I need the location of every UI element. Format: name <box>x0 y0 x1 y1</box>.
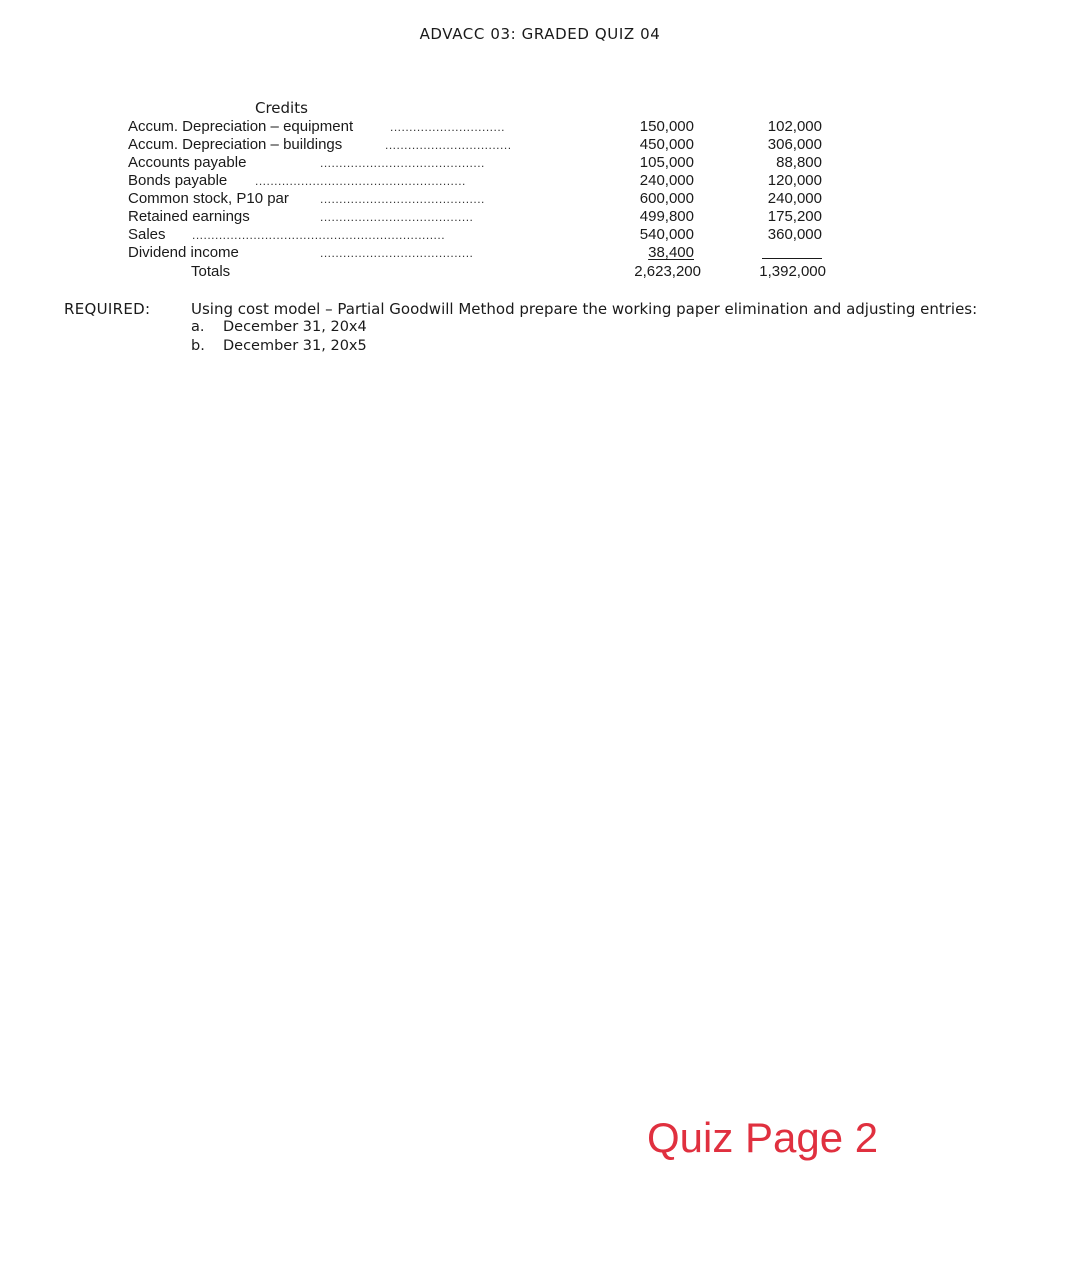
leader-dots: ........................................... <box>320 156 485 170</box>
value-col2: 102,000 <box>767 118 822 135</box>
value-col1: 38,400 <box>648 244 694 261</box>
value-col1: 105,000 <box>639 154 694 171</box>
leader-dots: ........................................... <box>320 192 485 206</box>
totals-col2: 1,392,000 <box>759 263 826 280</box>
list-item-letter: b. <box>191 338 205 354</box>
value-col1: 499,800 <box>639 208 694 225</box>
leader-dots: ................................. <box>385 138 512 152</box>
list-item <box>191 319 367 335</box>
document-title: ADVACC 03: GRADED QUIZ 04 <box>419 25 661 43</box>
table-row <box>128 226 828 244</box>
row-label: Common stock, P10 par <box>128 190 289 207</box>
leader-dots: ........................................ <box>320 246 474 260</box>
value-col2: 175,200 <box>767 208 822 225</box>
row-label: Sales <box>128 226 166 243</box>
required-label: REQUIRED: <box>64 300 151 318</box>
leader-dots: ........................................ <box>320 210 474 224</box>
row-label: Dividend income <box>128 244 239 261</box>
value-col1: 150,000 <box>639 118 694 135</box>
leader-dots: .............................. <box>390 120 506 134</box>
table-row <box>128 118 828 136</box>
row-label: Retained earnings <box>128 208 250 225</box>
value-col1: 240,000 <box>639 172 694 189</box>
required-instruction: Using cost model – Partial Goodwill Method prepare the working paper elimination and adjusting entries: <box>191 300 978 318</box>
value-col2: 306,000 <box>767 136 822 153</box>
value-col1: 600,000 <box>639 190 694 207</box>
value-col2: 88,800 <box>776 154 822 171</box>
table-row <box>128 172 828 190</box>
value-col2: 120,000 <box>767 172 822 189</box>
leader-dots: .................................................................. <box>192 228 446 242</box>
row-label: Bonds payable <box>128 172 228 189</box>
list-item-text: December 31, 20x5 <box>223 338 367 354</box>
totals-row <box>128 263 828 281</box>
row-label: Accum. Depreciation – equipment <box>128 118 354 135</box>
page-label: Quiz Page 2 <box>647 1114 879 1161</box>
table-row <box>128 136 828 154</box>
list-item <box>191 338 367 354</box>
table-row <box>128 244 828 262</box>
leader-dots: ....................................................... <box>255 174 466 188</box>
table-row <box>128 190 828 208</box>
list-item-text: December 31, 20x4 <box>223 319 367 335</box>
table-row <box>128 208 828 226</box>
value-col1: 540,000 <box>639 226 694 243</box>
row-label: Accum. Depreciation – buildings <box>128 136 343 153</box>
value-col2: 360,000 <box>767 226 822 243</box>
table-row <box>128 154 828 172</box>
list-item-letter: a. <box>191 319 205 335</box>
credits-heading: Credits <box>255 99 308 117</box>
value-col2: 240,000 <box>767 190 822 207</box>
value-col1: 450,000 <box>639 136 694 153</box>
totals-col1: 2,623,200 <box>634 263 701 280</box>
value-col2-underline <box>762 258 822 260</box>
totals-label: Totals <box>191 263 231 280</box>
row-label: Accounts payable <box>128 154 247 171</box>
